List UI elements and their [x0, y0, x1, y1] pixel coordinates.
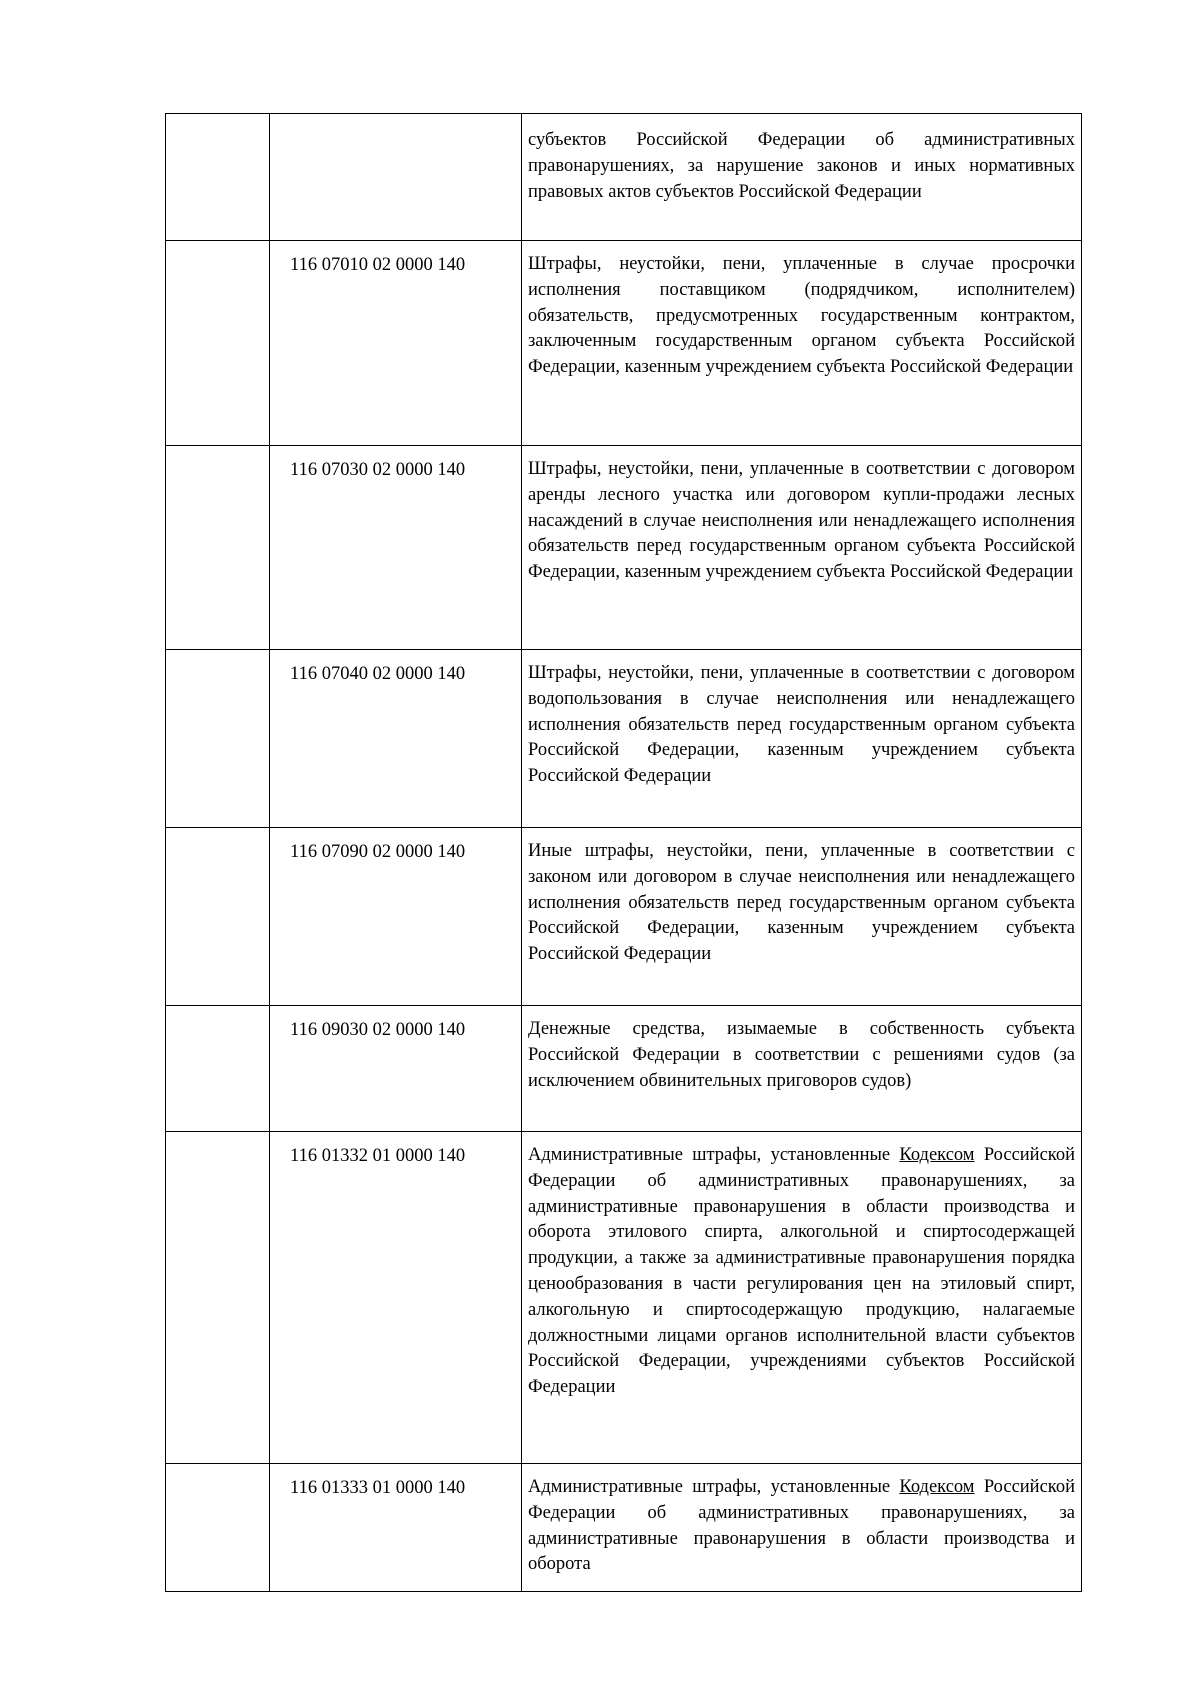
empty-cell	[166, 1132, 270, 1464]
description-text: Административные штрафы, установленные	[528, 1477, 900, 1497]
codex-link[interactable]: Кодексом	[899, 1477, 975, 1497]
description-cell	[522, 241, 1082, 446]
description-cell	[522, 650, 1082, 828]
table-row	[166, 828, 1082, 1006]
table-row	[166, 446, 1082, 650]
table-row	[166, 1464, 1082, 1592]
code-cell: 116 09030 02 0000 140	[270, 1006, 522, 1132]
description-text: Иные штрафы, неустойки, пени, уплаченные в соответствии с законом или договором в случае неисполнения или ненадлежащего исполнения обязательств перед государственным органом субъекта Российской Федерации, казенным учреждением субъекта Российской Федерации	[528, 841, 1075, 965]
revenue-codes-table	[165, 113, 1082, 1592]
table-row	[166, 1132, 1082, 1464]
description-text: Штрафы, неустойки, пени, уплаченные в случае просрочки исполнения поставщиком (подрядчиком, исполнителем) обязательств, предусмотренных государственным контрактом, заключенным государственным органом субъекта Российской Федерации, казенным учреждением субъекта Российской Федерации	[528, 254, 1075, 378]
code-cell: 116 07010 02 0000 140	[270, 241, 522, 446]
table-row	[166, 1006, 1082, 1132]
description-text: субъектов Российской Федерации об административных правонарушениях, за нарушение законов и иных нормативных правовых актов субъектов Российской Федерации	[528, 130, 1075, 202]
empty-cell	[166, 114, 270, 241]
description-text: Денежные средства, изымаемые в собственность субъекта Российской Федерации в соответствии с решениями судов (за исключением обвинительных приговоров судов)	[528, 1019, 1075, 1091]
description-text: Штрафы, неустойки, пени, уплаченные в соответствии с договором водопользования в случае неисполнения или ненадлежащего исполнения обязательств перед государственным органом субъекта Российской Федерации, казенным учреждением субъекта Российской Федерации	[528, 663, 1075, 787]
description-text: Административные штрафы, установленные	[528, 1145, 900, 1165]
codex-link[interactable]: Кодексом	[899, 1145, 975, 1165]
empty-cell	[166, 650, 270, 828]
code-cell	[270, 114, 522, 241]
code-cell: 116 07030 02 0000 140	[270, 446, 522, 650]
table-row	[166, 114, 1082, 241]
empty-cell	[166, 241, 270, 446]
code-cell: 116 07040 02 0000 140	[270, 650, 522, 828]
code-cell: 116 01332 01 0000 140	[270, 1132, 522, 1464]
empty-cell	[166, 828, 270, 1006]
table-row	[166, 650, 1082, 828]
table-row	[166, 241, 1082, 446]
description-text: Штрафы, неустойки, пени, уплаченные в соответствии с договором аренды лесного участка или договором купли-продажи лесных насаждений в случае неисполнения или ненадлежащего исполнения обязательств перед государственным органом субъекта Российской Федерации, казенным учреждением субъекта Российской Федерации	[528, 459, 1075, 583]
empty-cell	[166, 1464, 270, 1592]
description-text: Российской Федерации об административных правонарушениях, за административные правонарушения в области производства и оборота	[528, 1477, 1075, 1575]
description-cell	[522, 828, 1082, 1006]
description-cell	[522, 1132, 1082, 1464]
code-cell: 116 01333 01 0000 140	[270, 1464, 522, 1592]
description-cell	[522, 1006, 1082, 1132]
description-text: Российской Федерации об административных правонарушениях, за административные правонарушения в области производства и оборота этилового спирта, алкогольной и спиртосодержащей продукции, а также за административные правонарушения порядка ценообразования в части регулирования цен на этиловый спирт, алкогольную и спиртосодержащую продукцию, налагаемые должностными лицами органов исполнительной власти субъектов Российской Федерации, учреждениями субъектов Российской Федерации	[528, 1145, 1075, 1398]
empty-cell	[166, 446, 270, 650]
table-body	[166, 114, 1082, 1592]
code-cell: 116 07090 02 0000 140	[270, 828, 522, 1006]
description-cell	[522, 446, 1082, 650]
description-cell	[522, 114, 1082, 241]
description-cell	[522, 1464, 1082, 1592]
empty-cell	[166, 1006, 270, 1132]
